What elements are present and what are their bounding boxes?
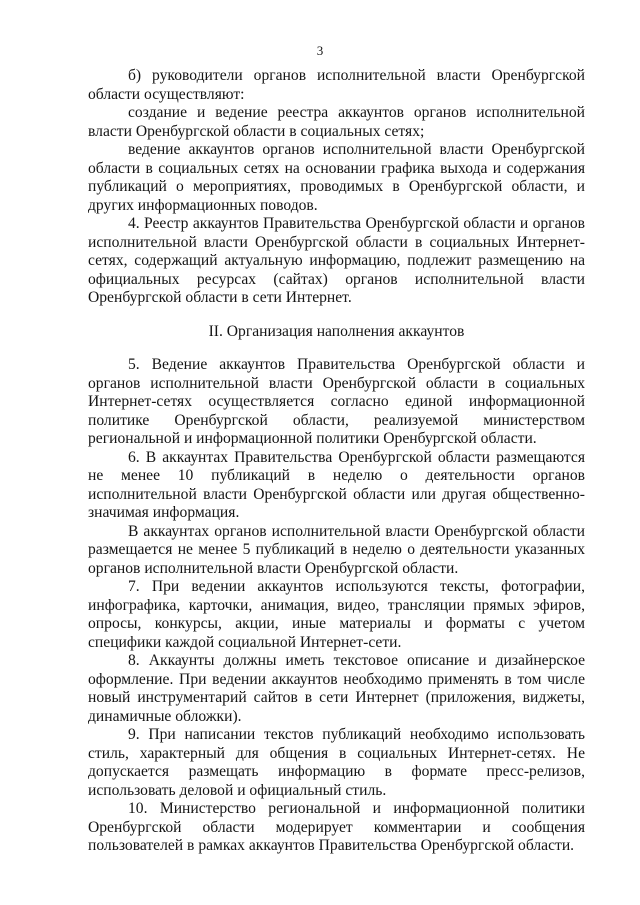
paragraph-9: 9. При написании текстов публикаций необходимо использовать стиль, характерный для общения в социальных Интернет-сетях. Не допускается размещать информацию в формате пресс-релизов, использовать деловой и официальный стиль. — [88, 726, 585, 799]
paragraph-6-cont: В аккаунтах органов исполнительной власти Оренбургской области размещается не менее 5 публикаций в неделю о деятельности указанных органов исполнительной власти Оренбургской области. — [88, 522, 585, 577]
paragraph-3b: б) руководители органов исполнительной власти Оренбургской области осуществляют: — [88, 67, 585, 103]
paragraph-10: 10. Министерство региональной и информационной политики Оренбургской области модерирует комментарии и сообщения пользователей в рамках аккаунтов Правительства Оренбургской области. — [88, 800, 585, 854]
paragraph-maintenance: ведение аккаунтов органов исполнительной власти Оренбургской области в социальных сетях на основании графика выхода и содержания публикаций о мероприятиях, проводимых в Оренбургской области, и других информационных поводов. — [88, 141, 585, 214]
paragraph-4: 4. Реестр аккаунтов Правительства Оренбургской области и органов исполнительной власти Оренбургской области в социальных Интернет-сетях, содержащий актуальную информацию, подлежит размещению на официальных ресурсах (сайтах) органов исполнительной власти Оренбургской области в сети Интернет. — [88, 215, 585, 306]
paragraph-6: 6. В аккаунтах Правительства Оренбургской области размещаются не менее 10 публикаций в неделю о деятельности органов исполнительной власти Оренбургской области или другая общественно-значимая информация. — [88, 448, 585, 521]
paragraph-8: 8. Аккаунты должны иметь текстовое описание и дизайнерское оформление. При ведении аккаунтов необходимо применять в том числе новый инструментарий сайтов в сети Интернет (приложения, виджеты, динамичные обложки). — [88, 652, 585, 725]
paragraph-registry: создание и ведение реестра аккаунтов органов исполнительной власти Оренбургской области в социальных сетях; — [88, 104, 585, 140]
paragraph-5: 5. Ведение аккаунтов Правительства Оренбургской области и органов исполнительной власти Оренбургской области в социальных Интернет-сетях осуществляется согласно единой информационной политике Оренбургской области, реализуемой министерством региональной и информационной политики Оренбургской области. — [88, 356, 585, 447]
document-body — [88, 67, 585, 856]
section-heading: II. Организация наполнения аккаунтов — [208, 322, 465, 340]
paragraph-7: 7. При ведении аккаунтов используются тексты, фотографии, инфографика, карточки, анимация, видео, трансляции прямых эфиров, опросы, конкурсы, акции, иные материалы и форматы с учетом специфики каждой социальной Интернет-сети. — [88, 578, 585, 651]
page-number: 3 — [316, 43, 324, 58]
